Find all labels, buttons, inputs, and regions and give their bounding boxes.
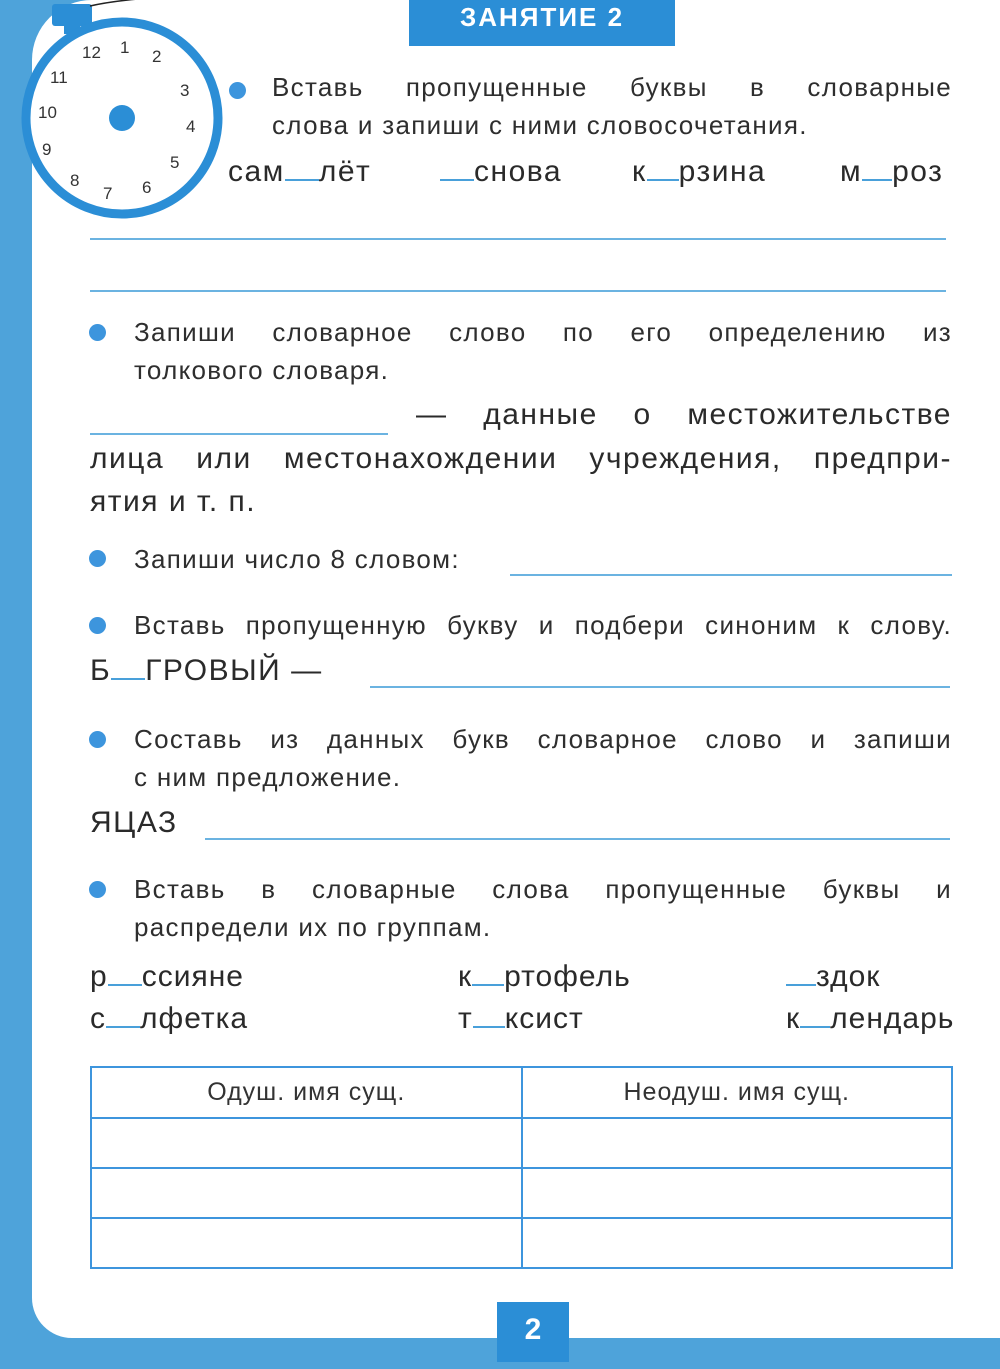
word-item: здок — [786, 960, 880, 994]
letter-blank[interactable] — [108, 960, 142, 986]
bullet-icon — [89, 881, 106, 898]
clock-number: 9 — [42, 140, 52, 159]
task6-instruction-line2: распредели их по группам. — [134, 912, 492, 942]
clock-number: 2 — [152, 47, 162, 66]
word-item: м роз — [840, 155, 944, 188]
letter-blank[interactable] — [440, 155, 474, 181]
table-cell[interactable] — [522, 1118, 953, 1168]
letter-blank[interactable] — [800, 1002, 830, 1028]
page-number: 2 — [497, 1302, 569, 1362]
task3-instruction: Запиши число 8 словом: — [134, 544, 460, 574]
table-cell[interactable] — [522, 1168, 953, 1218]
task4-word: Б ГРОВЫЙ — — [90, 654, 323, 687]
table-cell[interactable] — [91, 1218, 522, 1268]
table-cell[interactable] — [91, 1168, 522, 1218]
word-item: снова — [440, 155, 562, 189]
bullet-icon — [89, 617, 106, 634]
letter-blank[interactable] — [106, 1002, 140, 1028]
clock-number: 1 — [120, 38, 130, 57]
word-item: к рзина — [632, 155, 767, 188]
letter-blank[interactable] — [473, 1002, 505, 1028]
letter-blank[interactable] — [472, 960, 504, 986]
bullet-icon — [89, 731, 106, 748]
clock-number: 8 — [70, 171, 80, 190]
clock-number: 7 — [103, 184, 113, 203]
word-item: к лендарь — [786, 1002, 955, 1035]
task1-instruction-line1: Вставь пропущенные буквы в словарные — [272, 72, 952, 102]
task1-instruction-line2: слова и запиши с ними словосочетания. — [272, 110, 808, 140]
task5-instruction-line1: Составь из данных букв словарное слово и запиши — [134, 724, 952, 754]
letter-blank[interactable] — [111, 654, 145, 680]
definition-line3: ятия и т. п. — [90, 485, 257, 518]
letter-blank[interactable] — [647, 155, 679, 181]
word-item: т ксист — [458, 1002, 584, 1035]
table-cell[interactable] — [91, 1118, 522, 1168]
word-item: р ссияне — [90, 960, 244, 993]
task5-instruction-line2: с ним предложение. — [134, 762, 402, 792]
answer-line[interactable] — [370, 686, 950, 688]
word-item: сам лёт — [228, 155, 372, 188]
answer-line[interactable] — [205, 838, 950, 840]
bullet-icon — [89, 324, 106, 341]
bullet-icon — [89, 550, 106, 567]
clock-number: 4 — [186, 117, 196, 136]
lesson-title: ЗАНЯТИЕ 2 — [409, 0, 675, 46]
clock-number: 3 — [180, 81, 190, 100]
definition-line1: — данные о местожительстве — [416, 398, 952, 431]
bullet-icon — [229, 82, 246, 99]
task2-instruction-line1: Запиши словарное слово по его определению из — [134, 317, 952, 347]
letter-blank[interactable] — [285, 155, 319, 181]
answer-line[interactable] — [90, 433, 388, 435]
groups-table — [90, 1066, 953, 1269]
answer-line[interactable] — [90, 290, 946, 292]
table-cell[interactable] — [522, 1218, 953, 1268]
table-header-inanimate: Неодуш. имя сущ. — [522, 1067, 953, 1118]
clock-icon — [0, 0, 290, 230]
table-header-animate: Одуш. имя сущ. — [91, 1067, 522, 1118]
definition-line2: лица или местонахождении учреждения, предпри- — [90, 442, 952, 475]
task2-instruction-line2: толкового словаря. — [134, 355, 390, 385]
letter-blank[interactable] — [786, 960, 816, 986]
task4-instruction: Вставь пропущенную букву и подбери синоним к слову. — [134, 610, 952, 640]
word-item: к ртофель — [458, 960, 631, 993]
task6-instruction-line1: Вставь в словарные слова пропущенные буквы и — [134, 874, 952, 904]
clock-number: 11 — [50, 68, 68, 87]
clock-number: 12 — [82, 43, 101, 62]
clock-number: 6 — [142, 178, 152, 197]
answer-line[interactable] — [90, 238, 946, 240]
task5-letters: ЯЦАЗ — [90, 806, 178, 839]
clock-number: 10 — [38, 103, 57, 122]
clock-number: 5 — [170, 153, 180, 172]
word-item: с лфетка — [90, 1002, 249, 1035]
answer-line[interactable] — [510, 574, 952, 576]
letter-blank[interactable] — [862, 155, 892, 181]
